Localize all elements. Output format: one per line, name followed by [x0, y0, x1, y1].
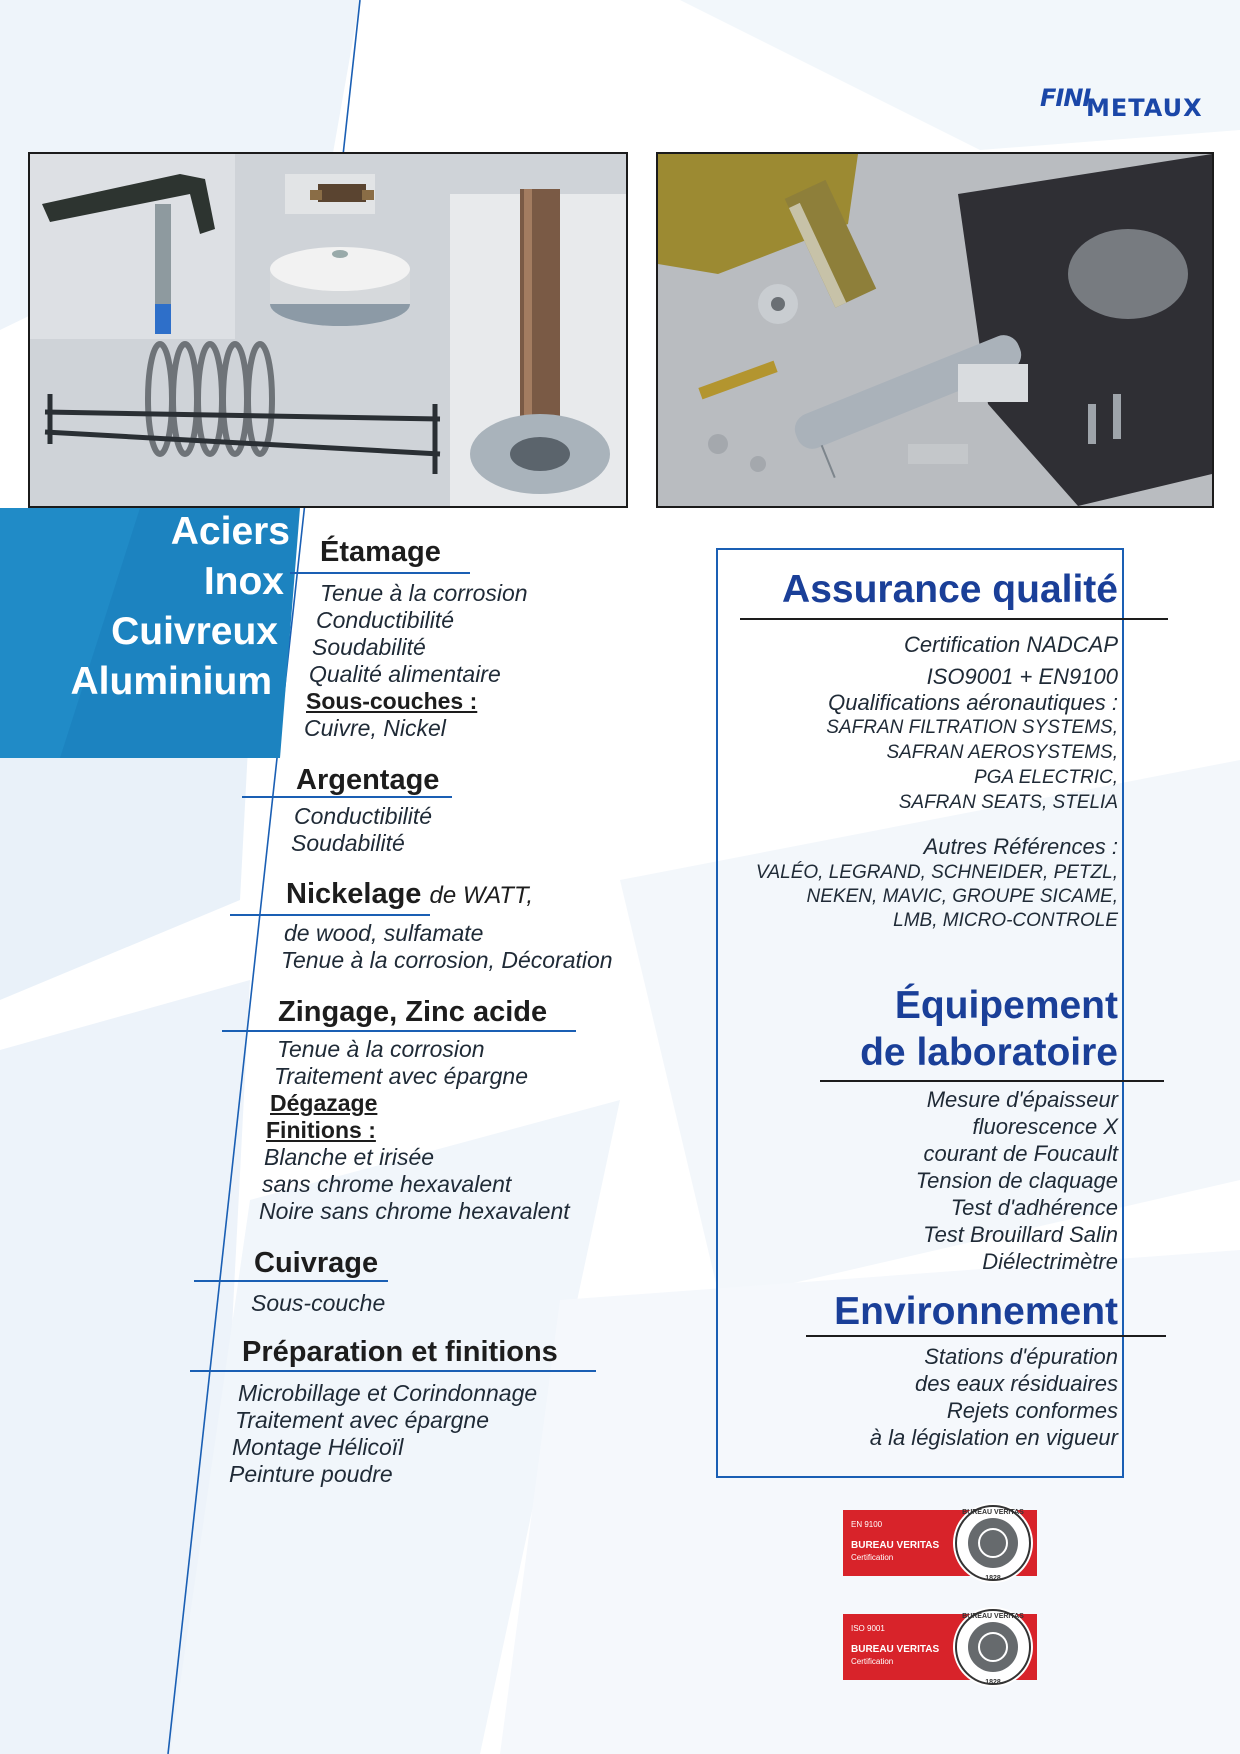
section-title-suffix: de WATT, — [429, 882, 534, 909]
lab-line: fluorescence X — [972, 1114, 1118, 1139]
seal-year: 1828 — [985, 1679, 1001, 1686]
lab-title-1: Équipement — [894, 984, 1118, 1027]
lab-line: Tension de claquage — [915, 1168, 1118, 1193]
section-line: Conductibilité — [316, 607, 455, 633]
section-subheading: Sous-couches : — [306, 688, 478, 714]
section-line: Soudabilité — [312, 634, 426, 660]
quality-client: SAFRAN AEROSYSTEMS, — [886, 742, 1118, 763]
seal-text: BUREAU VERITAS — [962, 1613, 1024, 1620]
environment-line: Rejets conformes — [946, 1398, 1118, 1423]
section-underline — [222, 1030, 576, 1032]
cert-sub: Certification — [851, 1657, 894, 1666]
cert-name: BUREAU VERITAS — [851, 1540, 940, 1551]
section-title-main: Nickelage — [286, 878, 422, 910]
cert-badge-en9100 — [843, 1502, 1037, 1584]
seal-year: 1828 — [985, 1575, 1001, 1582]
section-line: sans chrome hexavalent — [262, 1171, 512, 1197]
cert-standard: EN 9100 — [851, 1520, 883, 1529]
quality-line: ISO9001 + EN9100 — [926, 664, 1118, 689]
refs-line: NEKEN, MAVIC, GROUPE SICAME, — [806, 886, 1118, 907]
section-line: Peinture poudre — [229, 1461, 393, 1487]
parts-photo-right — [656, 152, 1214, 508]
section-title-zingage: Zingage, Zinc acide — [278, 996, 548, 1028]
quality-line: Qualifications aéronautiques : — [828, 690, 1118, 715]
parts-photo-left — [28, 152, 628, 508]
environment-line: Stations d'épuration — [924, 1344, 1118, 1369]
section-line: Traitement avec épargne — [274, 1063, 528, 1089]
refs-title: Autres Références : — [923, 834, 1118, 859]
lab-line: Mesure d'épaisseur — [926, 1087, 1118, 1112]
cert-standard: ISO 9001 — [851, 1624, 885, 1633]
section-title-etamage: Étamage — [320, 536, 441, 568]
lab-title-2: de laboratoire — [860, 1031, 1118, 1074]
section-subheading: Finitions : — [266, 1117, 376, 1143]
section-line: Blanche et irisée — [264, 1144, 435, 1170]
section-underline — [230, 914, 430, 916]
section-line: Montage Hélicoïl — [232, 1434, 404, 1460]
section-line: Tenue à la corrosion, Décoration — [281, 947, 613, 973]
lab-line: Test Brouillard Salin — [923, 1222, 1118, 1247]
section-subheading: Dégazage — [270, 1090, 378, 1116]
refs-line: LMB, MICRO-CONTROLE — [893, 910, 1118, 931]
seal-text: BUREAU VERITAS — [962, 1509, 1024, 1516]
logo-metaux: METAUX — [1086, 94, 1203, 122]
section-title-nickelage — [286, 878, 533, 911]
lab-line: courant de Foucault — [923, 1141, 1118, 1166]
metal-inox: Inox — [203, 560, 284, 603]
section-line: Tenue à la corrosion — [277, 1036, 485, 1062]
environment-line: à la législation en vigueur — [869, 1425, 1118, 1450]
environment-line: des eaux résiduaires — [914, 1371, 1118, 1396]
section-underline — [290, 572, 470, 574]
section-line: Noire sans chrome hexavalent — [259, 1198, 570, 1224]
section-line: Qualité alimentaire — [309, 661, 501, 687]
section-underline — [242, 796, 452, 798]
metal-cuivreux: Cuivreux — [111, 610, 278, 653]
section-line: Conductibilité — [294, 803, 433, 829]
company-logo — [1040, 84, 1210, 120]
section-line: Microbillage et Corindonnage — [238, 1380, 538, 1406]
quality-rule — [740, 618, 1168, 620]
section-line: Soudabilité — [291, 830, 405, 856]
section-underline — [194, 1280, 388, 1282]
metal-aluminium: Aluminium — [70, 660, 272, 703]
logo-fini: FINI — [1040, 84, 1091, 112]
lab-rule — [820, 1080, 1164, 1082]
quality-client: SAFRAN FILTRATION SYSTEMS, — [826, 717, 1118, 738]
cert-sub: Certification — [851, 1553, 894, 1562]
section-line: Traitement avec épargne — [235, 1407, 489, 1433]
section-line: de wood, sulfamate — [284, 920, 484, 946]
section-underline — [190, 1370, 596, 1372]
environment-title: Environnement — [834, 1290, 1118, 1333]
section-title-argentage: Argentage — [296, 764, 440, 796]
section-line: Sous-couche — [251, 1290, 386, 1316]
section-title-preparation: Préparation et finitions — [242, 1336, 558, 1368]
lab-line: Diélectrimètre — [982, 1249, 1118, 1274]
refs-line: VALÉO, LEGRAND, SCHNEIDER, PETZL, — [755, 862, 1118, 883]
quality-client: SAFRAN SEATS, STELIA — [898, 792, 1118, 813]
metal-aciers: Aciers — [170, 510, 290, 553]
quality-client: PGA ELECTRIC, — [974, 767, 1118, 788]
section-line: Cuivre, Nickel — [304, 715, 446, 741]
metals-list — [30, 510, 300, 760]
section-line: Tenue à la corrosion — [320, 580, 528, 606]
lab-line: Test d'adhérence — [950, 1195, 1118, 1220]
environment-rule — [806, 1335, 1166, 1337]
quality-title: Assurance qualité — [782, 568, 1118, 611]
cert-badge-iso9001 — [843, 1606, 1037, 1688]
quality-line: Certification NADCAP — [904, 632, 1118, 657]
cert-name: BUREAU VERITAS — [851, 1644, 940, 1655]
section-title-cuivrage: Cuivrage — [254, 1247, 379, 1279]
